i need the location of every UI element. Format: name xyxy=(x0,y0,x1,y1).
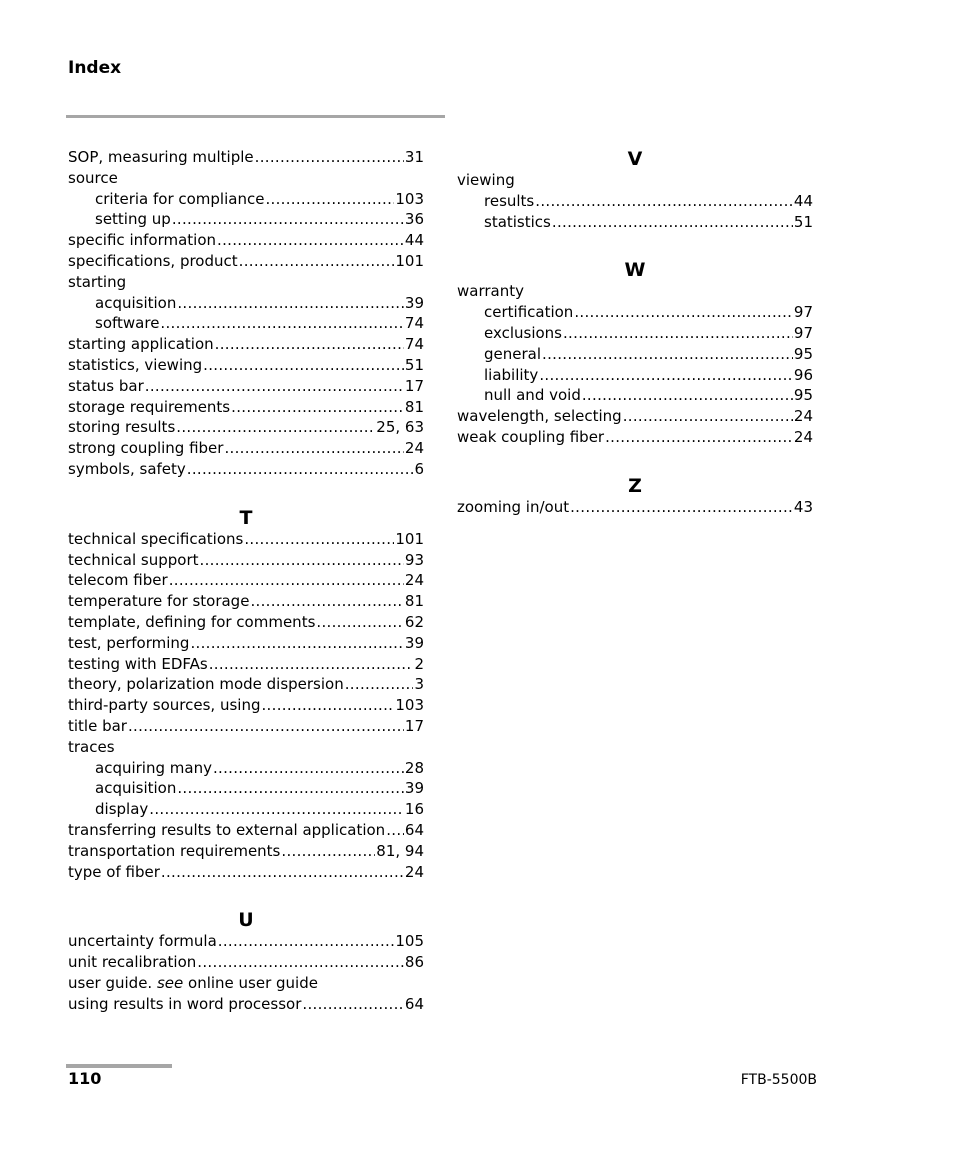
dot-leader xyxy=(145,376,404,397)
section-gap xyxy=(68,882,424,909)
dot-leader xyxy=(244,529,394,550)
dot-leader xyxy=(224,438,403,459)
index-subentry xyxy=(68,778,424,799)
index-entry xyxy=(68,529,424,550)
index-entry xyxy=(457,427,813,448)
entry-page: 17 xyxy=(404,376,424,395)
entry-term: storage requirements xyxy=(68,397,231,416)
entry-page: 24 xyxy=(404,571,424,590)
index-entry xyxy=(68,168,424,189)
entry-term: exclusions xyxy=(484,323,562,342)
entry-term: symbols, safety xyxy=(68,459,186,478)
entry-term: test, performing xyxy=(68,633,190,652)
index-entry xyxy=(68,438,424,459)
entry-term: third-party sources, using xyxy=(68,696,261,715)
entry-page: 24 xyxy=(793,407,813,426)
dot-leader xyxy=(239,251,395,272)
header-divider xyxy=(66,115,445,118)
entry-page: 97 xyxy=(793,303,813,322)
entry-page: 105 xyxy=(395,932,424,951)
dot-leader xyxy=(386,820,404,841)
index-entry xyxy=(457,281,813,302)
index-entry xyxy=(457,497,813,518)
entry-term: status bar xyxy=(68,376,144,395)
entry-term: type of fiber xyxy=(68,862,160,881)
entry-term: temperature for storage xyxy=(68,592,250,611)
entry-term: specifications, product xyxy=(68,251,238,270)
index-entry xyxy=(68,737,424,758)
entry-term: template, defining for comments xyxy=(68,612,316,631)
entry-term: uncertainty formula xyxy=(68,932,217,951)
entry-page: 101 xyxy=(395,529,424,548)
dot-leader xyxy=(345,674,414,695)
index-subentry xyxy=(457,302,813,323)
entry-term: technical specifications xyxy=(68,529,244,548)
index-subentry xyxy=(457,191,813,212)
index-subentry xyxy=(457,385,813,406)
section-letter-z: Z xyxy=(628,474,642,497)
index-column-right xyxy=(457,148,813,518)
dot-leader xyxy=(203,355,404,376)
dot-leader xyxy=(160,313,403,334)
entry-term: testing with EDFAs xyxy=(68,654,208,673)
entry-term: acquiring many xyxy=(95,758,212,777)
entry-term: weak coupling fiber xyxy=(457,427,605,446)
footer-divider xyxy=(66,1064,172,1068)
index-entry xyxy=(68,841,424,862)
dot-leader xyxy=(623,406,793,427)
entry-term: user guide. xyxy=(68,973,157,992)
dot-leader xyxy=(302,994,404,1015)
index-subentry xyxy=(68,313,424,334)
index-subentry xyxy=(68,293,424,314)
dot-leader xyxy=(215,334,404,355)
section-gap xyxy=(457,232,813,259)
see-reference: see xyxy=(156,973,184,992)
entry-page: 74 xyxy=(404,335,424,354)
entry-term: criteria for compliance xyxy=(95,189,265,208)
section-letter-v: V xyxy=(627,148,643,170)
index-entry xyxy=(68,570,424,591)
dot-leader xyxy=(172,209,404,230)
index-entry xyxy=(68,230,424,251)
index-entry xyxy=(68,952,424,973)
dot-leader xyxy=(169,570,404,591)
dot-leader xyxy=(209,654,414,675)
entry-term: title bar xyxy=(68,716,127,735)
dot-leader xyxy=(161,862,404,883)
index-entry xyxy=(457,170,813,191)
index-entry xyxy=(68,716,424,737)
entry-page: 97 xyxy=(793,323,813,342)
entry-term: acquisition xyxy=(95,293,177,312)
entry-page: 101 xyxy=(395,251,424,270)
index-subentry xyxy=(68,758,424,779)
dot-leader xyxy=(582,385,793,406)
section-letter-w: W xyxy=(624,259,646,282)
entry-page: 24 xyxy=(793,427,813,446)
entry-term: statistics xyxy=(484,212,551,231)
entry-page: 44 xyxy=(404,231,424,250)
entry-term: certification xyxy=(484,303,574,322)
dot-leader xyxy=(539,365,793,386)
index-subentry xyxy=(68,189,424,210)
index-entry xyxy=(68,591,424,612)
entry-page: 17 xyxy=(404,716,424,735)
entry-term: statistics, viewing xyxy=(68,355,203,374)
section-gap xyxy=(457,448,813,475)
index-subentry xyxy=(457,323,813,344)
index-entry xyxy=(68,612,424,633)
index-entry xyxy=(68,355,424,376)
dot-leader xyxy=(316,612,404,633)
index-entry xyxy=(68,272,424,293)
index-entry xyxy=(68,674,424,695)
entry-page: 81 xyxy=(404,397,424,416)
entry-page: 86 xyxy=(404,953,424,972)
index-entry xyxy=(68,334,424,355)
section-letter-u: U xyxy=(238,909,254,932)
entry-page: 3 xyxy=(414,675,424,694)
entry-term: viewing xyxy=(457,171,515,189)
entry-page: 16 xyxy=(404,800,424,819)
entry-term: warranty xyxy=(457,282,524,301)
entry-page: 81, 94 xyxy=(376,841,424,860)
entry-term: liability xyxy=(484,365,539,384)
entry-page: 36 xyxy=(404,210,424,229)
index-subentry xyxy=(457,212,813,233)
entry-page: 28 xyxy=(404,758,424,777)
entry-term: null and void xyxy=(484,386,581,405)
dot-leader xyxy=(218,931,395,952)
dot-leader xyxy=(217,230,404,251)
dot-leader xyxy=(552,212,793,233)
entry-page: 74 xyxy=(404,314,424,333)
dot-leader xyxy=(574,302,793,323)
index-column-left xyxy=(68,147,424,1014)
entry-page: 39 xyxy=(404,633,424,652)
entry-page: 64 xyxy=(404,994,424,1013)
dot-leader xyxy=(281,841,375,862)
dot-leader xyxy=(570,497,793,518)
entry-page: 51 xyxy=(404,355,424,374)
dot-leader xyxy=(149,799,404,820)
entry-page: 95 xyxy=(793,386,813,405)
index-entry xyxy=(68,633,424,654)
index-entry xyxy=(68,147,424,168)
entry-term: acquisition xyxy=(95,779,177,798)
entry-page: 24 xyxy=(404,862,424,881)
dot-leader xyxy=(265,189,394,210)
page-title: Index xyxy=(68,58,122,78)
entry-term: unit recalibration xyxy=(68,953,197,972)
entry-page: 6 xyxy=(414,459,424,478)
dot-leader xyxy=(128,716,404,737)
index-entry xyxy=(68,550,424,571)
entry-term: general xyxy=(484,344,542,363)
entry-term: display xyxy=(95,800,149,819)
entry-term: software xyxy=(95,314,160,333)
index-subentry xyxy=(457,365,813,386)
product-name: FTB-5500B xyxy=(740,1072,817,1088)
dot-leader xyxy=(177,778,404,799)
index-entry xyxy=(68,251,424,272)
entry-page: 43 xyxy=(793,497,813,516)
entry-page: 2 xyxy=(414,654,424,673)
index-entry xyxy=(68,862,424,883)
dot-leader xyxy=(563,323,793,344)
entry-term: wavelength, selecting xyxy=(457,407,622,426)
entry-term: source xyxy=(68,168,118,187)
dot-leader xyxy=(535,191,793,212)
entry-page: 25, 63 xyxy=(376,418,424,437)
dot-leader xyxy=(605,427,793,448)
dot-leader xyxy=(176,417,375,438)
section-letter-t: T xyxy=(239,506,253,529)
entry-term: technical support xyxy=(68,550,199,569)
dot-leader xyxy=(200,550,404,571)
entry-term: telecom fiber xyxy=(68,571,168,590)
entry-page: 51 xyxy=(793,212,813,231)
dot-leader xyxy=(197,952,404,973)
index-subentry xyxy=(457,344,813,365)
entry-page: 103 xyxy=(395,696,424,715)
entry-term: starting application xyxy=(68,335,214,354)
index-entry xyxy=(68,459,424,480)
dot-leader xyxy=(261,695,394,716)
entry-term: theory, polarization mode dispersion xyxy=(68,675,344,694)
entry-page: 64 xyxy=(404,820,424,839)
entry-page: 31 xyxy=(404,148,424,166)
entry-term: setting up xyxy=(95,210,171,229)
dot-leader xyxy=(190,633,403,654)
index-entry xyxy=(68,695,424,716)
entry-term-target: online user guide xyxy=(183,973,318,992)
entry-term: zooming in/out xyxy=(457,497,570,516)
entry-term: results xyxy=(484,191,535,210)
entry-page: 62 xyxy=(404,612,424,631)
index-entry xyxy=(68,376,424,397)
index-entry xyxy=(68,654,424,675)
index-entry xyxy=(68,931,424,952)
index-subentry xyxy=(68,209,424,230)
entry-term: transferring results to external application xyxy=(68,820,386,839)
entry-page: 39 xyxy=(404,293,424,312)
dot-leader xyxy=(187,459,414,480)
entry-page: 96 xyxy=(793,365,813,384)
index-entry xyxy=(457,406,813,427)
dot-leader xyxy=(250,591,403,612)
entry-term: strong coupling fiber xyxy=(68,439,224,458)
entry-page: 24 xyxy=(404,439,424,458)
entry-term: transportation requirements xyxy=(68,841,281,860)
entry-page: 95 xyxy=(793,344,813,363)
index-entry-crossref xyxy=(68,973,424,994)
index-entry xyxy=(68,820,424,841)
index-subentry xyxy=(68,799,424,820)
entry-term: starting xyxy=(68,272,127,291)
entry-term: specific information xyxy=(68,231,217,250)
entry-term: SOP, measuring multiple xyxy=(68,148,254,166)
dot-leader xyxy=(213,758,404,779)
page-number: 110 xyxy=(68,1069,102,1088)
entry-page: 44 xyxy=(793,191,813,210)
index-entry xyxy=(68,397,424,418)
dot-leader xyxy=(542,344,793,365)
dot-leader xyxy=(177,293,404,314)
entry-page: 39 xyxy=(404,779,424,798)
entry-page: 103 xyxy=(395,189,424,208)
entry-term: storing results xyxy=(68,418,176,437)
entry-term: traces xyxy=(68,737,115,756)
dot-leader xyxy=(255,147,404,168)
dot-leader xyxy=(231,397,404,418)
entry-term: using results in word processor xyxy=(68,994,302,1013)
entry-page: 93 xyxy=(404,550,424,569)
index-entry xyxy=(68,417,424,438)
entry-page: 81 xyxy=(404,592,424,611)
section-gap xyxy=(68,480,424,507)
index-entry xyxy=(68,994,424,1015)
